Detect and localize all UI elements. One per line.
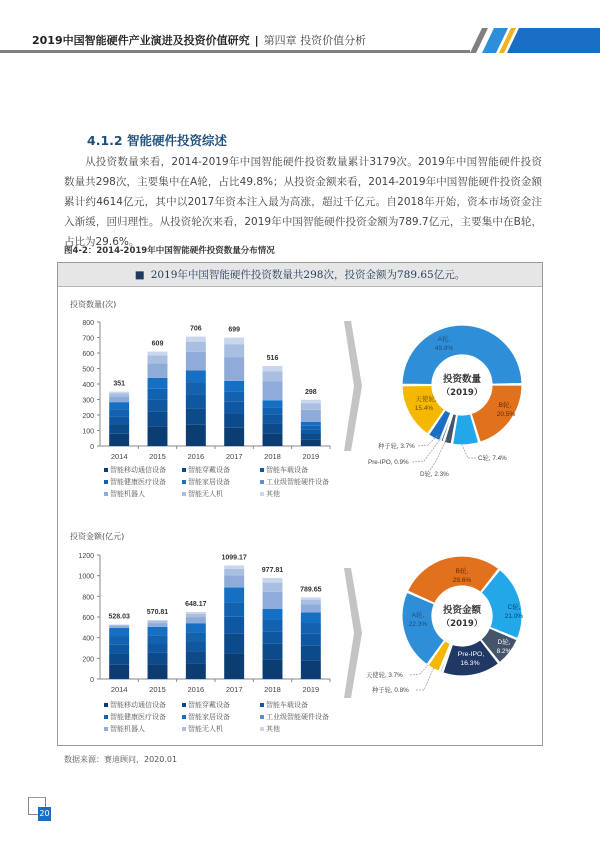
legend-label: 智能穿戴设备 xyxy=(188,701,230,709)
svg-text:648.17: 648.17 xyxy=(185,601,207,609)
legend-label: 其他 xyxy=(266,490,280,498)
legend-label: 智能无人机 xyxy=(188,490,223,498)
svg-text:投资数量: 投资数量 xyxy=(442,374,482,385)
legend-swatch xyxy=(182,727,186,731)
legend-label: 智能健康医疗设备 xyxy=(110,478,166,486)
svg-text:种子轮, 0.8%: 种子轮, 0.8% xyxy=(372,687,409,694)
legend-swatch xyxy=(260,468,264,472)
svg-text:21.0%: 21.0% xyxy=(504,613,524,620)
legend-item xyxy=(104,489,145,499)
legend-label: 智能机器人 xyxy=(110,725,145,733)
svg-text:600: 600 xyxy=(82,351,94,358)
svg-text:D轮, 2.3%: D轮, 2.3% xyxy=(420,471,449,478)
legend-swatch xyxy=(182,480,186,484)
svg-text:200: 200 xyxy=(82,413,94,420)
svg-text:300: 300 xyxy=(82,397,94,405)
svg-text:2018: 2018 xyxy=(264,685,281,694)
svg-text:516: 516 xyxy=(266,355,279,363)
header-separator: | xyxy=(254,34,259,47)
legend-label: 智能无人机 xyxy=(188,725,223,733)
svg-text:A轮,: A轮, xyxy=(437,336,451,343)
svg-text:22.3%: 22.3% xyxy=(408,621,428,628)
svg-text:（2019）: （2019） xyxy=(441,388,483,398)
body-paragraph: 从投资数量来看，2014-2019年中国智能硬件投资数量累计3179次。2019年中国智能硬件投资数量共298次，主要集中在A轮，占比49.8%；从投资金额来看，2014-2019年中国智能硬件投资金额累计约4614亿元，其中以2017年资本注入最为高涨，超过千亿元。自2018年开始，资本市场资金注入渐缓，回归理性。从投资轮次来看，2019年中国智能硬件投资金额为789.7亿元，主要集中在B轮，占比为29.6%。 xyxy=(64,156,542,248)
legend-item xyxy=(182,724,223,734)
svg-text:500: 500 xyxy=(82,366,94,374)
legend-swatch xyxy=(104,492,108,496)
legend-swatch xyxy=(260,727,264,731)
svg-text:2016: 2016 xyxy=(187,685,205,694)
svg-text:2015: 2015 xyxy=(149,452,166,461)
svg-text:400: 400 xyxy=(82,635,94,643)
legend-swatch xyxy=(104,703,108,707)
legend-label: 工业级智能硬件设备 xyxy=(266,713,329,721)
legend-item xyxy=(260,489,280,499)
svg-text:789.65: 789.65 xyxy=(300,586,322,594)
bar-chart-count-legend xyxy=(104,465,364,501)
legend-swatch xyxy=(104,727,108,731)
svg-text:609: 609 xyxy=(151,340,164,348)
svg-text:800: 800 xyxy=(82,320,94,327)
figure-caption: 图4-2：2014-2019年中国智能硬件投资数量分布情况 xyxy=(64,246,275,256)
bar-chart-amount-ylabel: 投资金额(亿元) xyxy=(70,532,125,541)
banner-text: 2019年中国智能硬件投资数量共298次，投资金额为789.65亿元。 xyxy=(150,269,466,281)
legend-swatch xyxy=(260,703,264,707)
figure-box xyxy=(57,262,543,746)
legend-swatch xyxy=(182,715,186,719)
legend-label: 智能车载设备 xyxy=(266,466,308,474)
legend-label: 智能车载设备 xyxy=(266,701,308,709)
svg-text:天使轮,: 天使轮, xyxy=(415,396,437,403)
legend-swatch xyxy=(260,715,264,719)
header-title xyxy=(32,32,366,48)
svg-text:投资金额: 投资金额 xyxy=(442,605,482,616)
legend-swatch xyxy=(104,715,108,719)
legend-label: 工业级智能硬件设备 xyxy=(266,478,329,486)
data-source: 数据来源：赛迪顾问，2020.01 xyxy=(64,755,178,764)
figure-banner xyxy=(58,263,542,287)
svg-text:1099.17: 1099.17 xyxy=(221,554,247,562)
page-header xyxy=(0,0,600,60)
svg-text:Pre-IPO,: Pre-IPO, xyxy=(457,651,485,658)
svg-text:699: 699 xyxy=(228,326,241,334)
svg-text:100: 100 xyxy=(82,428,94,436)
chapter-title: 第四章 投资价值分析 xyxy=(263,34,367,47)
bar-chart-amount xyxy=(58,544,338,694)
legend-swatch xyxy=(260,480,264,484)
legend-item xyxy=(260,712,329,722)
square-bullet-icon: ■ xyxy=(134,269,145,281)
svg-text:C轮, 7.4%: C轮, 7.4% xyxy=(478,455,507,462)
bar-chart-count xyxy=(58,311,338,461)
svg-text:16.3%: 16.3% xyxy=(460,660,480,667)
svg-text:200: 200 xyxy=(82,656,94,664)
legend-item xyxy=(104,712,166,722)
svg-text:B轮,: B轮, xyxy=(498,402,512,409)
legend-item xyxy=(104,700,166,710)
svg-text:2016: 2016 xyxy=(187,452,205,461)
svg-text:2015: 2015 xyxy=(149,685,166,694)
legend-item xyxy=(182,477,230,487)
legend-swatch xyxy=(182,703,186,707)
legend-item xyxy=(182,712,230,722)
svg-text:800: 800 xyxy=(82,594,94,602)
legend-item xyxy=(182,489,223,499)
svg-text:2017: 2017 xyxy=(225,685,243,694)
svg-text:（2019）: （2019） xyxy=(441,619,483,629)
svg-text:天使轮, 3.7%: 天使轮, 3.7% xyxy=(366,672,403,679)
svg-text:1000: 1000 xyxy=(78,573,94,581)
svg-text:20.5%: 20.5% xyxy=(496,411,516,418)
svg-text:528.03: 528.03 xyxy=(108,613,130,621)
legend-label: 智能移动通信设备 xyxy=(110,701,166,709)
legend-swatch xyxy=(104,480,108,484)
legend-item xyxy=(104,477,166,487)
section-title: 4.1.2 智能硬件投资综述 xyxy=(87,133,227,148)
legend-label: 智能家居设备 xyxy=(188,478,230,486)
svg-text:49.8%: 49.8% xyxy=(434,345,454,352)
header-rule xyxy=(0,50,470,53)
svg-text:570.81: 570.81 xyxy=(146,609,169,617)
legend-item xyxy=(260,724,280,734)
legend-label: 智能健康医疗设备 xyxy=(110,713,166,721)
svg-text:2014: 2014 xyxy=(110,685,128,694)
legend-item xyxy=(104,724,145,734)
page-number: 20 xyxy=(38,807,51,821)
legend-swatch xyxy=(104,468,108,472)
legend-label: 其他 xyxy=(266,725,280,733)
bar-chart-amount-legend xyxy=(104,700,364,736)
legend-item xyxy=(260,477,329,487)
bar-chart-count-ylabel: 投资数量(次) xyxy=(70,300,117,309)
legend-item xyxy=(182,465,230,475)
svg-text:600: 600 xyxy=(82,615,94,622)
svg-text:B轮,: B轮, xyxy=(455,568,469,575)
donut-chart-count-2019 xyxy=(358,311,544,481)
svg-text:2018: 2018 xyxy=(264,452,281,461)
svg-text:0: 0 xyxy=(90,677,94,684)
svg-text:298: 298 xyxy=(304,388,317,396)
legend-swatch xyxy=(182,492,186,496)
legend-item xyxy=(260,700,308,710)
svg-text:2017: 2017 xyxy=(225,452,243,461)
legend-item xyxy=(260,465,308,475)
svg-text:700: 700 xyxy=(82,335,94,343)
legend-label: 智能穿戴设备 xyxy=(188,466,230,474)
svg-text:2014: 2014 xyxy=(110,452,128,461)
legend-swatch xyxy=(260,492,264,496)
legend-item xyxy=(104,465,166,475)
svg-text:2019: 2019 xyxy=(302,452,320,461)
legend-label: 智能移动通信设备 xyxy=(110,466,166,474)
legend-swatch xyxy=(182,468,186,472)
svg-text:351: 351 xyxy=(113,380,126,388)
legend-label: 智能家居设备 xyxy=(188,713,230,721)
svg-text:706: 706 xyxy=(189,325,202,333)
header-stripes-decoration xyxy=(462,28,600,53)
svg-text:种子轮, 3.7%: 种子轮, 3.7% xyxy=(378,443,415,450)
svg-text:29.6%: 29.6% xyxy=(452,577,472,584)
svg-text:Pre-IPO, 0.9%: Pre-IPO, 0.9% xyxy=(368,459,409,466)
svg-text:D轮,: D轮, xyxy=(497,639,511,646)
svg-text:400: 400 xyxy=(82,382,94,389)
svg-text:2019: 2019 xyxy=(302,685,320,694)
donut-chart-amount-2019 xyxy=(358,546,544,706)
svg-text:A轮,: A轮, xyxy=(411,612,425,619)
legend-label: 智能机器人 xyxy=(110,490,145,498)
svg-text:15.4%: 15.4% xyxy=(414,405,434,412)
svg-text:8.2%: 8.2% xyxy=(496,648,512,655)
report-title: 2019中国智能硬件产业演进及投资价值研究 xyxy=(32,34,250,47)
svg-text:C轮,: C轮, xyxy=(507,604,521,611)
legend-item xyxy=(182,700,230,710)
svg-text:0: 0 xyxy=(90,444,94,451)
svg-text:1200: 1200 xyxy=(78,553,94,560)
svg-text:977.81: 977.81 xyxy=(261,566,284,574)
